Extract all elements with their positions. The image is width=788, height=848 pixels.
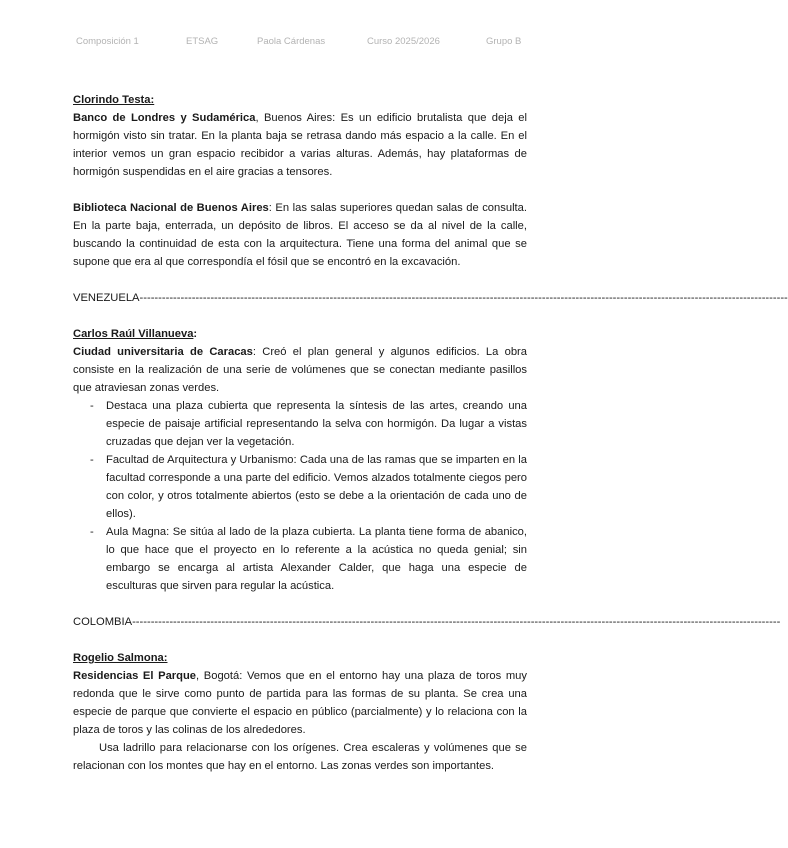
biblioteca-paragraph [73,199,527,271]
bullet-marker: - [90,400,94,412]
bullet-text: Destaca una plaza cubierta que representa la síntesis de las artes, creando una especie de paisaje artificial representando la selva con hormigón. Da lugar a vistas cruzadas que dejan ver la vegetación. [106,400,527,448]
venezuela-separator [73,289,788,307]
list-item [73,397,527,451]
list-item [73,523,527,595]
villanueva-title-colon: : [193,328,198,340]
ciudad-paragraph [73,343,527,397]
colombia-label: COLOMBIA [73,616,133,628]
ciudad-text: : Creó el plan general y algunos edificios. La obra consiste en la realización de una serie de volúmenes que se conectan mediante pasillos que atraviesan zonas verdes. [73,346,528,394]
list-item [73,451,527,523]
colombia-dashes: ------------------------------------------------------------------------------------------------------------------------------------------------------------------------------ [132,616,781,628]
header-year: Curso 2025/2026 [367,36,440,47]
section-title-salmona [73,649,527,667]
residencias-paragraph [73,667,527,739]
testa-title: Clorindo Testa: [73,94,155,106]
residencias-text: , Bogotá: Vemos que en el entorno hay una plaza de toros muy redonda que le sirve como punto de partida para las formas de su planta. Se crea una especie de parque que convierte el espacio en público (parcialmente) y lo relaciona con la plaza de toros y las colinas de los alrededores. [73,670,527,736]
document-body [73,91,788,775]
venezuela-dashes: ------------------------------------------------------------------------------------------------------------------------------------------------------------------------------ [139,292,788,304]
section-title-villanueva [73,325,527,343]
villanueva-title: Carlos Raúl Villanueva [73,328,194,340]
bullet-marker: - [90,526,94,538]
biblioteca-name: Biblioteca Nacional de Buenos Aires [73,202,269,214]
bullet-text: Aula Magna: Se sitúa al lado de la plaza cubierta. La planta tiene forma de abanico, lo que hace que el proyecto en lo referente a la acústica no queda genial; sin embargo se encarga al artista Alexander Calder, que haga una especie de esculturas que sirven para regular la acústica. [106,526,527,592]
banco-text: , Buenos Aires: Es un edificio brutalista que deja el hormigón visto sin tratar. En la planta baja se retrasa dando más espacio a la calle. En el interior vemos un gran espacio recibidor a varias alturas. Además, hay plataformas de hormigón suspendidas en el aire gracias a tensores. [73,112,528,178]
villanueva-bullet-list [73,397,527,595]
bullet-text: Facultad de Arquitectura y Urbanismo: Cada una de las ramas que se imparten en la facultad corresponde a una parte del edificio. Vemos alzados totalmente ciegos pero con color, y otros totalmente abiertos (esto se debe a la orientación de cada uno de ellos). [106,454,527,520]
bullet-marker: - [90,454,94,466]
header-course: Composición 1 [76,36,139,47]
residencias-name: Residencias El Parque [73,670,197,682]
header-group: Grupo B [486,36,522,47]
biblioteca-text: : En las salas superiores quedan salas de consulta. En la parte baja, enterrada, un depósito de libros. El acceso se da al nivel de la calle, buscando la continuidad de esta con la arquitectura. Tiene una forma del animal que se supone que era al que correspondía el fósil que se encontró en la excavación. [73,202,527,268]
venezuela-label: VENEZUELA [73,292,140,304]
banco-paragraph [73,109,527,181]
header-school: ETSAG [186,36,219,47]
salmona-title: Rogelio Salmona: [73,652,168,664]
page-header [0,36,600,52]
salmona-paragraph-2: Usa ladrillo para relacionarse con los orígenes. Crea escaleras y volúmenes que se relacionan con los montes que hay en el entorno. Las zonas verdes son importantes. [73,742,527,772]
colombia-separator [73,613,781,631]
ciudad-name: Ciudad universitaria de Caracas [73,346,253,358]
section-title-testa [73,91,527,109]
header-author: Paola Cárdenas [257,36,326,47]
banco-name: Banco de Londres y Sudamérica [73,112,256,124]
